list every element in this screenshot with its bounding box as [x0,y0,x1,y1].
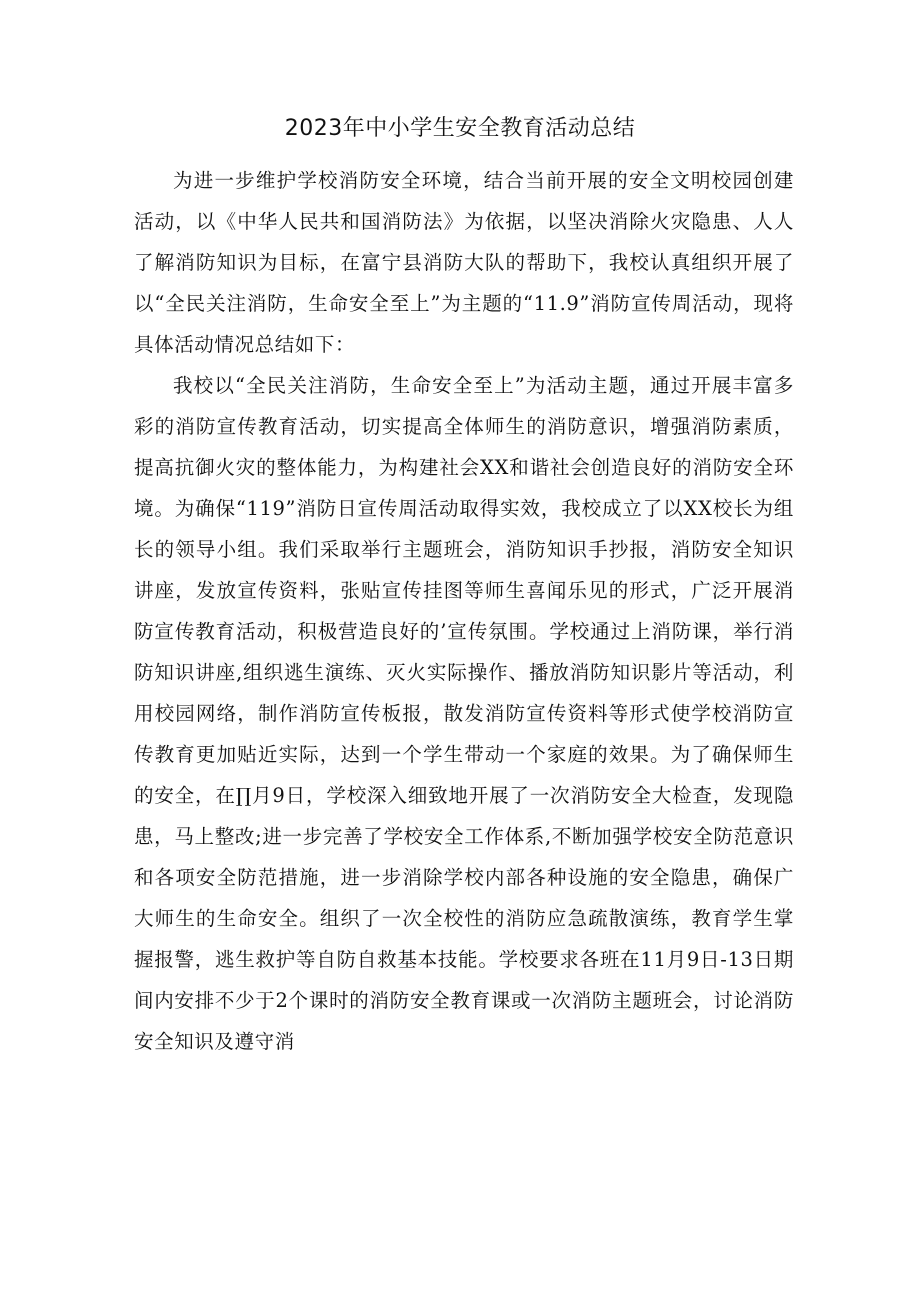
document-title: 2023年中小学生安全教育活动总结 [284,116,636,141]
paragraph-intro: 为进一步维护学校消防安全环境，结合当前开展的安全文明校园创建活动，以《中华人民共和国消防法》为依据，以坚决消除火灾隐患、人人了解消防知识为目标，在富宁县消防大队的帮助下，我校认真组织开展了以“全民关注消防，生命安全至上”为主题的“11.9”消防宣传周活动，现将具体活动情况总结如下： [134,169,794,356]
document-body [134,160,794,1062]
paragraph-activities: 我校以“全民关注消防，生命安全至上”为活动主题，通过开展丰富多彩的消防宣传教育活动，切实提高全体师生的消防意识，增强消防素质，提高抗御火灾的整体能力，为构建社会XX和谐社会创造良好的消防安全环境。为确保“119”消防日宣传周活动取得实效，我校成立了以XX校长为组长的领导小组。我们采取举行主题班会，消防知识手抄报，消防安全知识讲座，发放宣传资料，张贴宣传挂图等师生喜闻乐见的形式，广泛开展消防宣传教育活动，积极营造良好的’宣传氛围。学校通过上消防课，举行消防知识讲座,组织逃生演练、灭火实际操作、播放消防知识影片等活动，利用校园网络，制作消防宣传板报，散发消防宣传资料等形式使学校消防宣传教育更加贴近实际，达到一个学生带动一个家庭的效果。为了确保师生的安全，在∏月9日，学校深入细致地开展了一次消防安全大检查，发现隐患，马上整改;进一步完善了学校安全工作体系,不断加强学校安全防范意识和各项安全防范措施，进一步消除学校内部各种设施的安全隐患，确保广大师生的生命安全。组织了一次全校性的消防应急疏散演练，教育学生掌握报警，逃生救护等自防自救基本技能。学校要求各班在11月9日-13日期间内安排不少于2个课时的消防安全教育课或一次消防主题班会，讨论消防安全知识及遵守消 [134,374,794,1053]
